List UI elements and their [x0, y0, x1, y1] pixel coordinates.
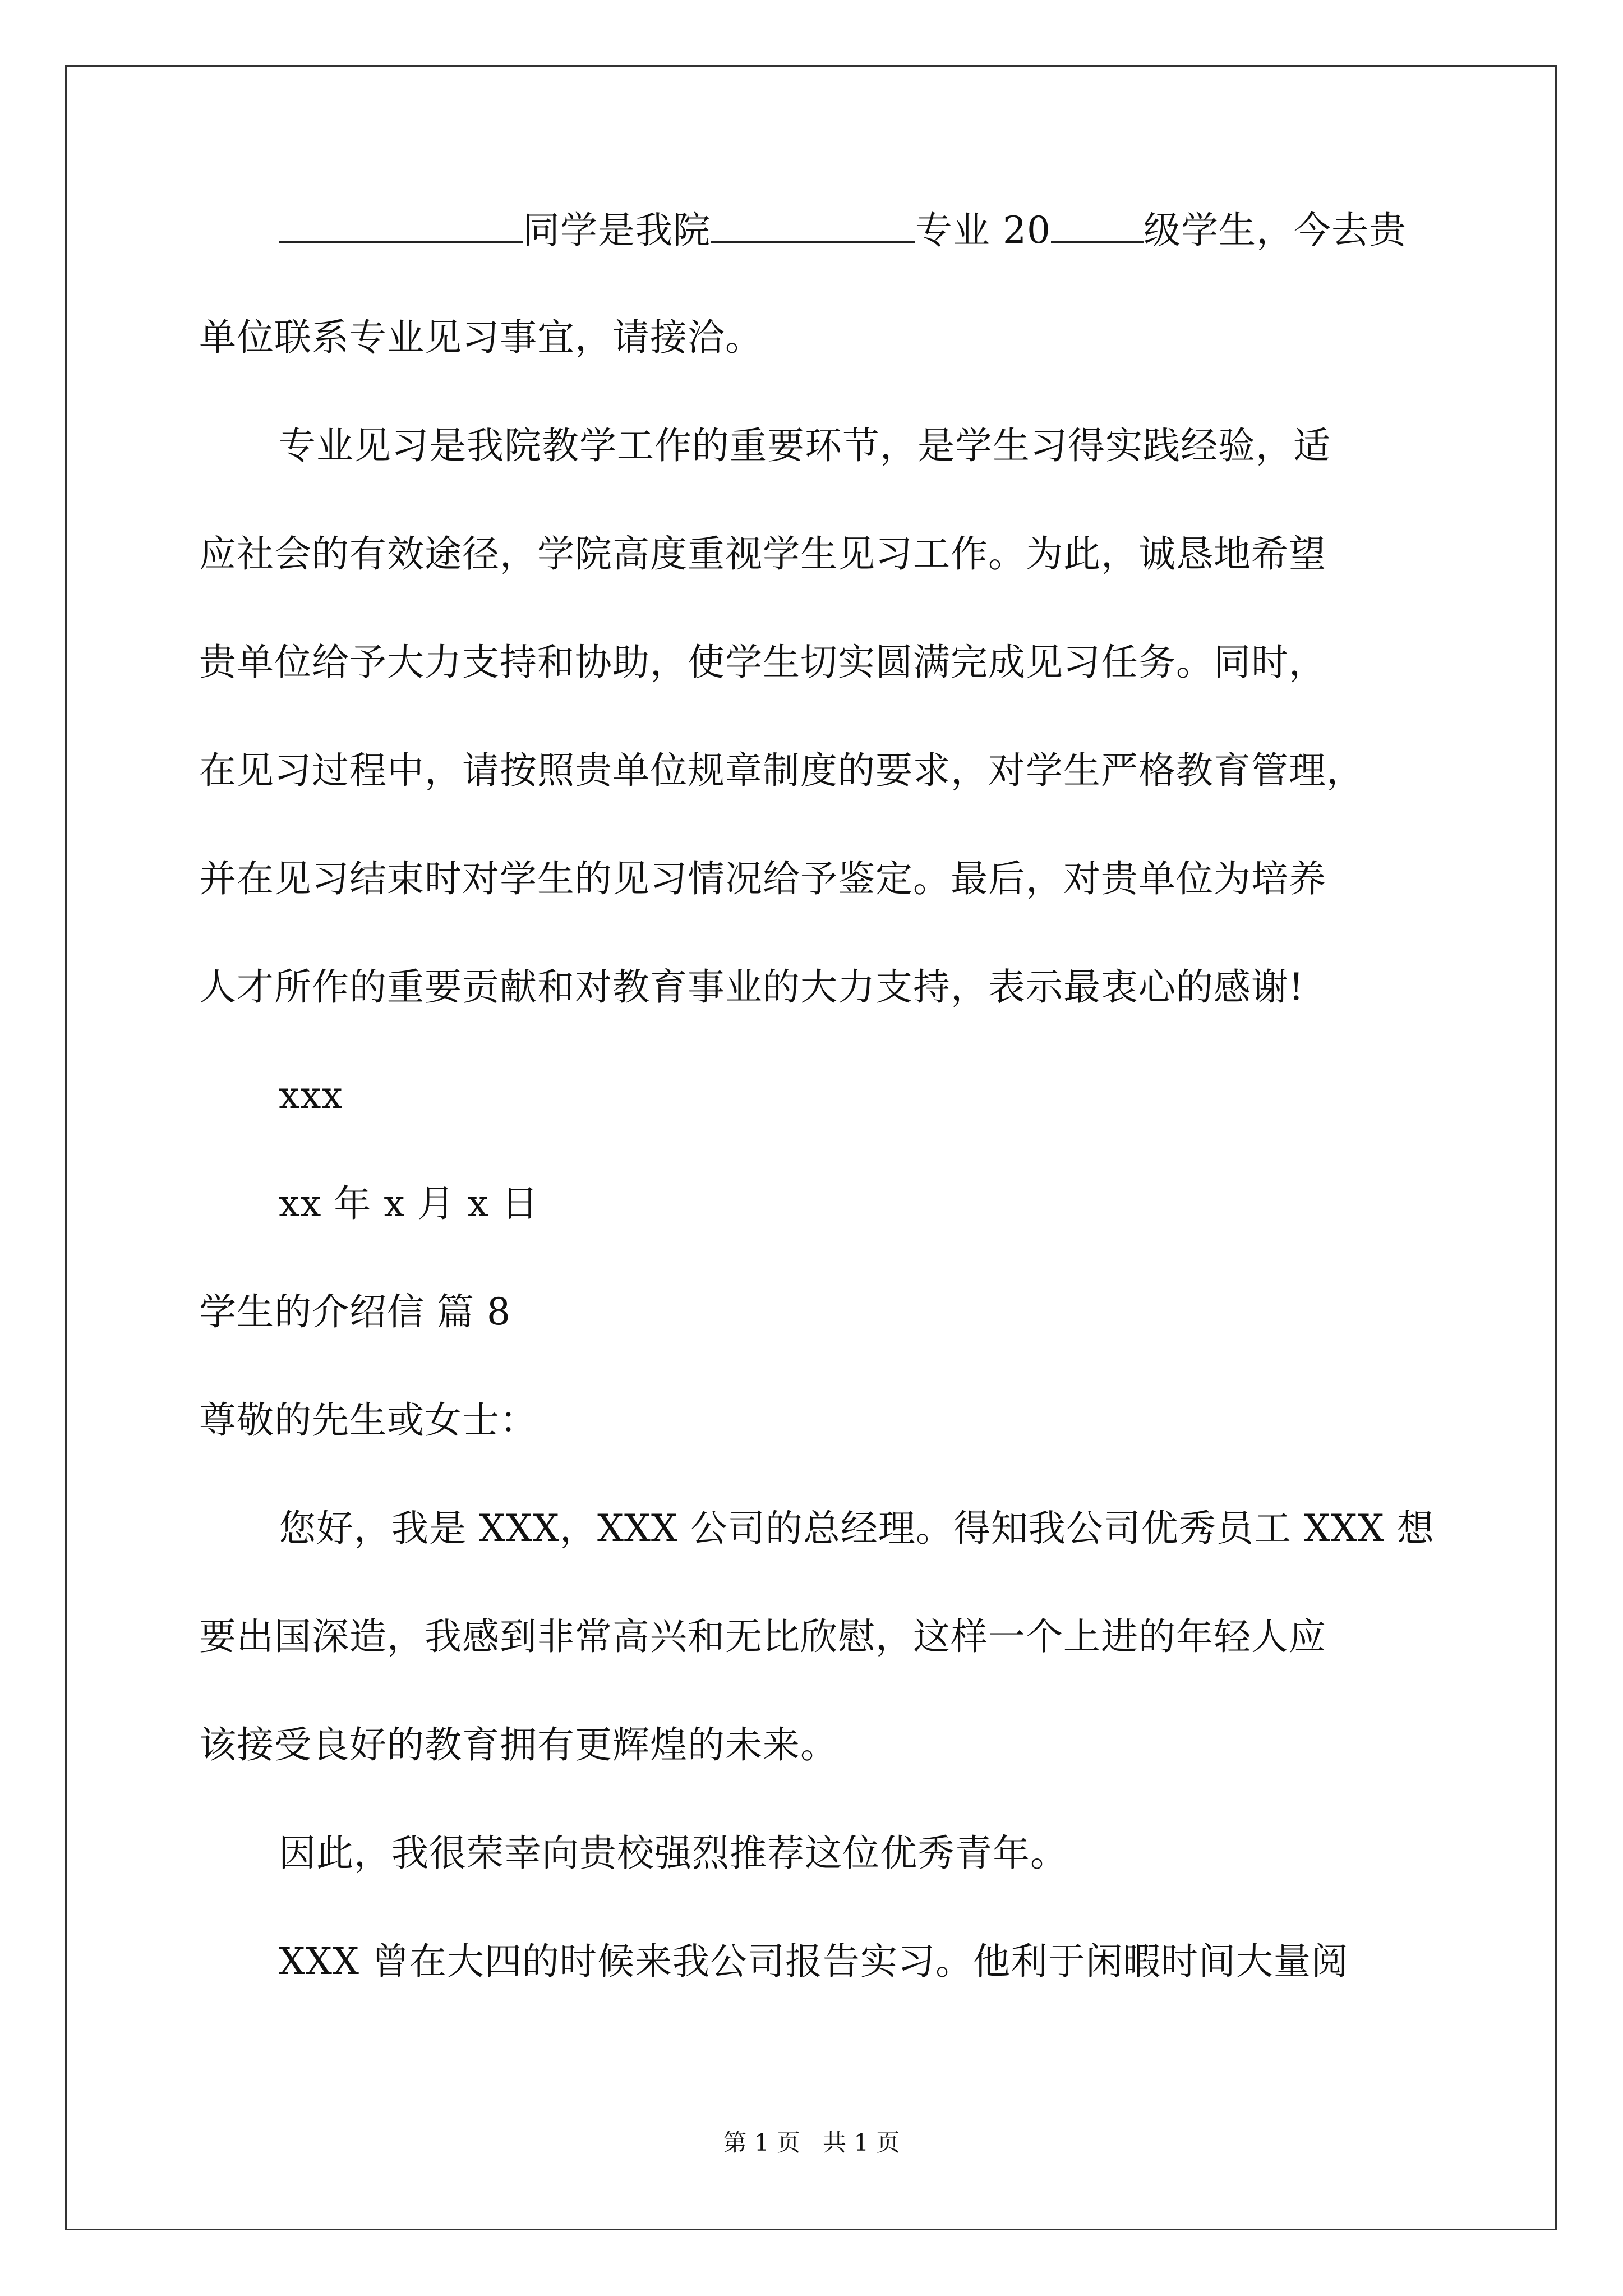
intro-seg2: 专业 20: [915, 209, 1051, 252]
letter1-para2-line: 专业见习是我院教学工作的重要环节，是学生习得实践经验，适: [279, 424, 1331, 467]
grade-blank: [1051, 208, 1144, 243]
letter1-para2-line: 人才所作的重要贡献和对教育事业的大力支持，表示最衷心的感谢!: [199, 965, 1304, 1009]
letter2-para3: XXX 曾在大四的时候来我公司报告实习。他利于闲暇时间大量阅: [279, 1940, 1349, 1983]
letter1-intro-line1: [199, 208, 1422, 251]
letter1-signature: xxx: [279, 1074, 343, 1117]
letter2-para2: 因此，我很荣幸向贵校强烈推荐这位优秀青年。: [279, 1832, 1068, 1875]
letter1-para2-line: 贵单位给予大力支持和协助，使学生切实圆满完成见习任务。同时，: [199, 641, 1326, 684]
major-blank: [711, 208, 915, 243]
letter1-intro-line2: 单位联系专业见习事宜，请接洽。: [199, 316, 763, 359]
letter2-para1-line: 要出国深造，我感到非常高兴和无比欣慰，这样一个上进的年轻人应: [199, 1615, 1326, 1658]
letter1-date: xx 年 x 月 x 日: [279, 1182, 539, 1225]
intro-seg1: 同学是我院: [523, 209, 711, 252]
page-footer: 第 1 页 共 1 页: [723, 2129, 900, 2156]
letter2-para1-line: 您好，我是 XXX，XXX 公司的总经理。得知我公司优秀员工 XXX 想: [279, 1507, 1435, 1550]
letter2-salutation: 尊敬的先生或女士：: [199, 1398, 537, 1442]
letter2-para1-line: 该接受良好的教育拥有更辉煌的未来。: [199, 1723, 838, 1766]
letter1-para2-line: 应社会的有效途径，学院高度重视学生见习工作。为此，诚恳地希望: [199, 532, 1326, 576]
student-name-blank: [279, 208, 523, 243]
intro-seg3: 级学生，今去贵: [1143, 209, 1407, 252]
letter1-para2-line: 并在见习结束时对学生的见习情况给予鉴定。最后，对贵单位为培养: [199, 857, 1326, 900]
document-body: [199, 208, 1435, 2048]
letter1-para2-line: 在见习过程中，请按照贵单位规章制度的要求，对学生严格教育管理，: [199, 749, 1364, 792]
section-heading: 学生的介绍信 篇 8: [199, 1290, 511, 1333]
